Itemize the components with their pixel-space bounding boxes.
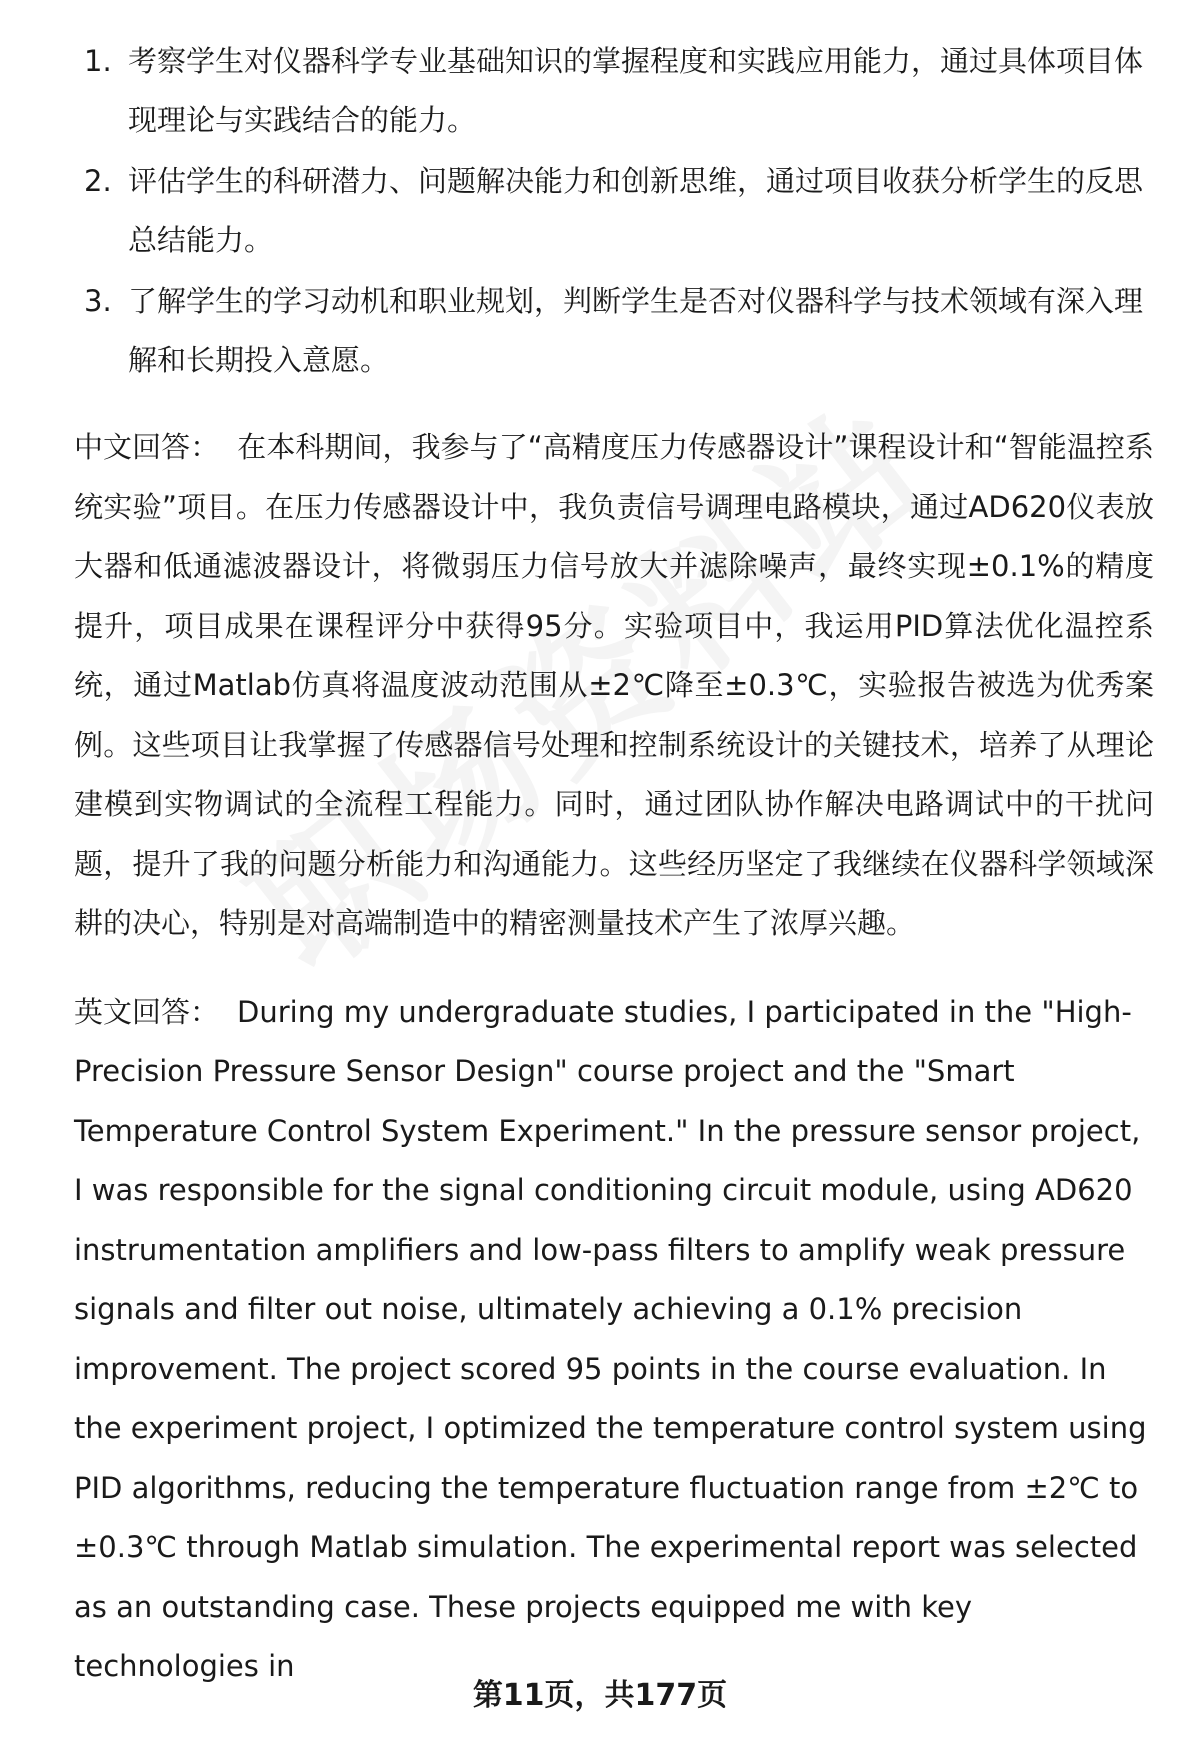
chinese-answer-label: 中文回答： [74,430,220,464]
list-item-text: 考察学生对仪器科学专业基础知识的掌握程度和实践应用能力，通过具体项目体现理论与实践结合的能力。 [128,44,1144,137]
goals-list [74,32,1154,390]
english-answer-label: 英文回答： [74,994,220,1029]
list-item [74,32,1154,150]
list-item [74,272,1154,390]
list-item-number: 3. [84,284,112,318]
chinese-answer [74,418,1154,954]
english-answer [74,983,1154,1697]
list-item-number: 1. [84,44,112,78]
list-item-text: 了解学生的学习动机和职业规划，判断学生是否对仪器科学与技术领域有深入理解和长期投入意愿。 [128,284,1144,377]
page-content [74,32,1154,1726]
page-number: 第11页，共177页 [472,1678,728,1713]
english-answer-text: During my undergraduate studies, I participated in the "High-Precision Pressure Sensor Design" course project and the "Smart Temperature Control System Experiment." In the pressure sensor project, I was responsible for the signal conditioning circuit module, using AD620 instrumentation amplifiers and low-pass filters to amplify weak pressure signals and filter out noise, ultimately achieving a 0.1% precision improvement. The project scored 95 points in the course evaluation. In the experiment project, I optimized the temperature control system using PID algorithms, reducing the temperature fluctuation range from ±2℃ to ±0.3℃ through Matlab simulation. The experimental report was selected as an outstanding case. These projects equipped me with key technologies in [74,994,1147,1683]
list-item-text: 评估学生的科研潜力、问题解决能力和创新思维，通过项目收获分析学生的反思总结能力。 [128,164,1144,257]
list-item [74,152,1154,270]
chinese-answer-text: 在本科期间，我参与了“高精度压力传感器设计”课程设计和“智能温控系统实验”项目。在压力传感器设计中，我负责信号调理电路模块，通过AD620仪表放大器和低通滤波器设计，将微弱压力信号放大并滤除噪声，最终实现±0.1%的精度提升，项目成果在课程评分中获得95分。实验项目中，我运用PID算法优化温控系统，通过Matlab仿真将温度波动范围从±2℃降至±0.3℃，实验报告被选为优秀案例。这些项目让我掌握了传感器信号处理和控制系统设计的关键技术，培养了从理论建模到实物调试的全流程工程能力。同时，通过团队协作解决电路调试中的干扰问题，提升了我的问题分析能力和沟通能力。这些经历坚定了我继续在仪器科学领域深耕的决心，特别是对高端制造中的精密测量技术产生了浓厚兴趣。 [74,430,1154,940]
list-item-number: 2. [84,164,112,198]
